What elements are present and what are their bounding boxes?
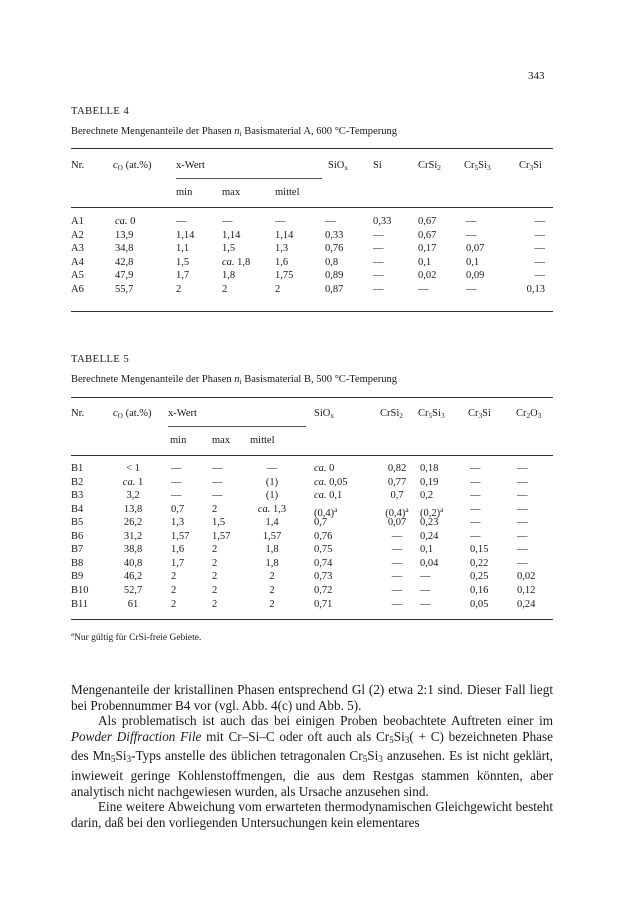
table5-caption: TABELLE 5 (71, 354, 130, 365)
table5-header-max: max (212, 435, 231, 446)
table4-header-cr3si: $Cr_3Si$ (519, 160, 542, 172)
table5-cell-co: 52,7 (123, 584, 143, 596)
table5-cell-sio: ca. 0 (314, 463, 335, 474)
table4-cell-si: — (373, 243, 384, 255)
table5-cell-cr2o3: — (517, 544, 528, 556)
table5-cell-crsi2: — (391, 544, 403, 556)
table5-cell-cr2o3: 0,02 (517, 571, 536, 583)
table4-cell-cr5si3: 0,09 (466, 270, 485, 282)
table4-header-co: $c_O$ (at.%) (113, 160, 152, 172)
table5-cell-cr5si3: 0,19 (420, 476, 439, 488)
table5-cell-cr3si: — (470, 517, 481, 529)
table4-cell-min: — (176, 216, 187, 227)
table5-cell-cr5si3: 0,04 (420, 557, 439, 569)
table4-header-si: Si (373, 160, 382, 171)
table5-cell-cr3si: — (470, 490, 481, 502)
table4-header-cr5si3: $Cr_5Si_3$ (464, 160, 491, 172)
table5-cell-sio: ca. 0,05 (314, 476, 348, 488)
table4-caption: TABELLE 4 (71, 106, 130, 117)
table5-cell-cr2o3: — (517, 557, 528, 569)
table5-cell-min: 2 (171, 571, 177, 583)
table4-cell-nr: A1 (71, 216, 84, 227)
table5-cell-max: 2 (212, 557, 218, 569)
table5-cell-min: 1,57 (171, 530, 190, 542)
table4-cell-co: ca. 0 (115, 216, 136, 227)
table5-cell-nr: B10 (71, 584, 89, 596)
table5-cell-sio: 0,73 (314, 571, 333, 583)
table4-header-crsi2: CrSi$_2$ (418, 160, 441, 172)
table4-cell-crsi2: 0,67 (418, 216, 437, 227)
table5-cell-max: — (212, 490, 223, 502)
table5-cell-nr: B1 (71, 463, 84, 474)
table5-cell-min: 1,3 (171, 517, 185, 529)
table5-header-rule (71, 455, 553, 456)
table4-cell-cr5si3: 0,1 (466, 256, 480, 268)
table4-description: Berechnete Mengenanteile der Phasen $n_i$ Basismaterial A, 600 °C-Temperung (71, 126, 397, 138)
table5-cell-cr5si3: 0,18 (420, 463, 439, 474)
table5-cell-min: — (171, 490, 182, 502)
table4-header-mittel: mittel (275, 187, 300, 198)
table4-cell-cr3si: — (534, 229, 545, 241)
table4-cell-co: 55,7 (115, 284, 134, 295)
table5-cell-crsi2: 0,82 (387, 463, 407, 474)
table5-cell-cr2o3: — (517, 490, 528, 502)
table5-cell-nr: B8 (71, 557, 84, 569)
table5-cell-cr5si3: 0,1 (420, 544, 434, 556)
table5-cell-cr3si: 0,05 (470, 598, 489, 610)
table4-cell-sio: — (325, 216, 336, 227)
table5-cell-co: 38,8 (123, 544, 143, 556)
table4-cell-crsi2: 0,17 (418, 243, 437, 255)
table5-cell-cr2o3: — (517, 517, 528, 529)
table5-cell-crsi2: 0,77 (387, 476, 407, 488)
table5-cell-cr2o3: — (517, 463, 528, 474)
table5-cell-mittel: 1,8 (265, 544, 279, 556)
table4-cell-mittel: 1,6 (275, 256, 289, 268)
table5-header-co: $c_O$ (at.%) (113, 408, 152, 420)
table5-header-siox: SiO$_x$ (314, 408, 335, 420)
table4-cell-max: 1,8 (222, 270, 236, 282)
table5-cell-max: — (212, 463, 223, 474)
table5-cell-crsi2: — (391, 530, 403, 542)
table4-cell-si: — (373, 270, 384, 282)
table5-cell-nr: B2 (71, 476, 84, 488)
table5-cell-crsi2: — (391, 598, 403, 610)
table5-cell-cr2o3: — (517, 530, 528, 542)
table5-cell-min: 2 (171, 584, 177, 596)
table5-cell-mittel: 2 (269, 571, 275, 583)
table4-cell-max: ca. 1,8 (222, 256, 251, 268)
table4-cell-si: — (373, 284, 384, 295)
table5-cell-cr3si: 0,25 (470, 571, 489, 583)
paragraph-1: Mengenanteile der kristallinen Phasen entsprechend Gl (2) etwa 2:1 sind. Dieser Fall liegt bei Probennummer B4 vor (vgl. Abb. 4(c) und Abb. 5). (71, 682, 553, 713)
table5-cell-co: 13,8 (123, 503, 143, 515)
table5-cell-cr3si: — (470, 476, 481, 488)
table4-cell-crsi2: 0,1 (418, 256, 432, 268)
table4-header-siox: SiO$_x$ (328, 160, 349, 172)
table4-cell-sio: 0,87 (325, 284, 344, 295)
table5-cell-sio: 0,71 (314, 598, 333, 610)
table4-cell-sio: 0,33 (325, 229, 344, 241)
table4-cell-nr: A6 (71, 284, 84, 295)
table5-cell-cr2o3: — (517, 503, 528, 515)
table4-header-min: min (176, 187, 193, 198)
table5-bottom-rule (71, 619, 553, 620)
table5-cell-max: 1,57 (212, 530, 231, 542)
table5-cell-crsi2: $(0,4)^a$ (385, 504, 409, 519)
table5-cell-nr: B5 (71, 517, 84, 529)
table5-cell-sio: 0,76 (314, 530, 333, 542)
table5-cell-cr5si3: — (420, 571, 431, 583)
table5-cell-cr3si: — (470, 530, 481, 542)
table5-cell-min: — (171, 463, 182, 474)
table5-cell-mittel: (1) (265, 490, 279, 502)
table5-cell-mittel: ca. 1,3 (257, 503, 287, 515)
table5-header-cr2o3: $Cr_2O_3$ (516, 408, 542, 420)
table5-cell-co: < 1 (126, 463, 140, 474)
table4-cell-min: 1,7 (176, 270, 190, 282)
table5-cell-sio: 0,72 (314, 584, 333, 596)
table5-cell-co: 61 (127, 598, 139, 610)
table4-cell-mittel: — (275, 216, 286, 227)
table5-top-rule (71, 397, 553, 398)
table4-cell-crsi2: 0,02 (418, 270, 437, 282)
page-number: 343 (528, 70, 545, 82)
table4-cell-co: 34,8 (115, 243, 134, 255)
table5-cell-sio: 0,74 (314, 557, 333, 569)
table5-header-cr5si3: $Cr_5Si_3$ (418, 408, 445, 420)
table5-cell-nr: B11 (71, 598, 89, 610)
table5-cell-nr: B4 (71, 503, 84, 515)
table4-header-rule (71, 207, 553, 208)
table4-cell-nr: A4 (71, 256, 84, 268)
table5-cell-mittel: 1,4 (265, 517, 279, 529)
table4-cell-cr3si: 0,13 (526, 284, 545, 295)
table5-cell-min: 1,7 (171, 557, 185, 569)
table4-cell-si: — (373, 256, 384, 268)
table4-header-max: max (222, 187, 241, 198)
table4-cell-sio: 0,89 (325, 270, 344, 282)
table4-cell-max: 2 (222, 284, 228, 295)
table5-cell-crsi2: — (391, 584, 403, 596)
table4-cell-co: 13,9 (115, 229, 134, 241)
table5-cell-min: — (171, 476, 182, 488)
table5-cell-sio: 0,75 (314, 544, 333, 556)
table4-cell-min: 2 (176, 284, 182, 295)
table5-cell-co: 3,2 (126, 490, 140, 502)
table5-cell-nr: B7 (71, 544, 84, 556)
table5-cell-cr5si3: 0,23 (420, 517, 439, 529)
table5-cell-mittel: 1,57 (262, 530, 282, 542)
body-text (71, 682, 553, 830)
table4-cell-crsi2: — (418, 284, 429, 295)
table4-xwert-rule (176, 178, 322, 179)
table4-header-xwert: x-Wert (176, 160, 205, 171)
table5-cell-sio: ca. 0,1 (314, 490, 343, 502)
table4-cell-cr3si: — (534, 216, 545, 227)
table4-cell-nr: A2 (71, 229, 84, 241)
table5-header-mittel: mittel (250, 435, 275, 446)
table4-cell-si: 0,33 (373, 216, 392, 227)
table5-cell-nr: B6 (71, 530, 84, 542)
table4-cell-min: 1,5 (176, 256, 190, 268)
table4-bottom-rule (71, 311, 553, 312)
table5-footnote: $^a$Nur gültig für CrSi-freie Gebiete. (71, 631, 202, 643)
table5-cell-nr: B3 (71, 490, 84, 502)
table5-header-nr: Nr. (71, 408, 85, 419)
table5-cell-max: — (212, 476, 223, 488)
table5-header-cr3si: $Cr_3Si$ (468, 408, 491, 420)
table5-xwert-rule (168, 426, 306, 427)
paragraph-2: Als problematisch ist auch das bei einigen Proben beobachtete Auftreten einer im Powder Diffraction File mit Cr–Si–C oder oft auch als $Cr_5Si_3( + C)$ bezeichneten Phase des $Mn_5Si_3$-Typs anstelle des üblichen tetragonalen $Cr_5Si_3$ anzusehen. Es ist nicht geklärt, inwieweit geringe Kohlenstoffmengen, die aus dem Restgas stammen könnten, aber analytisch nicht nachgewiesen wurden, als Ursache anzusehen sind. (71, 713, 554, 799)
table5-header-min: min (170, 435, 187, 446)
table5-cell-cr3si: — (470, 463, 481, 474)
table5-cell-sio: 0,7 (314, 517, 328, 529)
table4-cell-cr3si: — (534, 270, 545, 282)
table5-cell-mittel: — (266, 463, 278, 474)
paragraph-3: Eine weitere Abweichung vom erwarteten thermodynamischen Gleichgewicht besteht darin, daß bei den vorliegenden Untersuchungen kein elementares (71, 799, 553, 830)
table5-cell-mittel: 1,8 (265, 557, 279, 569)
table5-cell-cr5si3: 0,24 (420, 530, 439, 542)
table4-cell-mittel: 1,3 (275, 243, 289, 255)
table5-cell-cr2o3: 0,12 (517, 584, 536, 596)
table5-cell-crsi2: 0,07 (387, 517, 407, 529)
table5-cell-cr3si: 0,16 (470, 584, 489, 596)
table4-cell-cr5si3: 0,07 (466, 243, 485, 255)
table5-description: Berechnete Mengenanteile der Phasen $n_i$ Basismaterial B, 500 °C-Temperung (71, 374, 397, 386)
table5-cell-cr3si: — (470, 503, 481, 515)
table5-cell-cr2o3: 0,24 (517, 598, 536, 610)
table4-cell-crsi2: 0,67 (418, 229, 437, 241)
table5-cell-max: 2 (212, 571, 218, 583)
table5-cell-crsi2: 0,7 (390, 490, 404, 502)
table5-cell-mittel: 2 (269, 584, 275, 596)
table5-cell-sio: $(0,4)^a$ (314, 504, 338, 519)
table4-cell-min: 1,14 (176, 229, 195, 241)
table4-cell-cr5si3: — (466, 216, 477, 227)
table5-cell-max: 2 (212, 584, 218, 596)
table4-top-rule (71, 148, 553, 149)
table4-cell-cr5si3: — (466, 229, 477, 241)
table5-cell-max: 2 (212, 503, 218, 515)
table4-cell-cr3si: — (534, 256, 545, 268)
table4-header-nr: Nr. (71, 160, 85, 171)
table5-cell-max: 1,5 (212, 517, 226, 529)
table5-cell-cr3si: 0,22 (470, 557, 489, 569)
table5-cell-crsi2: — (391, 557, 403, 569)
table4-cell-max: — (222, 216, 233, 227)
table4-cell-nr: A3 (71, 243, 84, 255)
table4-cell-si: — (373, 229, 384, 241)
table4-cell-cr3si: — (534, 243, 545, 255)
table5-cell-max: 2 (212, 544, 218, 556)
table5-cell-co: 26,2 (123, 517, 143, 529)
table5-cell-cr5si3: $(0,2)^a$ (420, 504, 444, 519)
table5-cell-co: 31,2 (123, 530, 143, 542)
table4-cell-sio: 0,8 (325, 256, 339, 268)
table5-cell-co: 40,8 (123, 557, 143, 569)
table5-cell-crsi2: — (391, 571, 403, 583)
table5-cell-cr5si3: — (420, 598, 431, 610)
table5-cell-min: 0,7 (171, 503, 185, 515)
table5-cell-cr3si: 0,15 (470, 544, 489, 556)
table5-cell-cr5si3: — (420, 584, 431, 596)
table5-cell-mittel: 2 (269, 598, 275, 610)
table4-cell-max: 1,14 (222, 229, 241, 241)
table4-cell-min: 1,1 (176, 243, 190, 255)
table5-cell-co: 46,2 (123, 571, 143, 583)
table5-cell-nr: B9 (71, 571, 84, 583)
table5-cell-mittel: (1) (265, 476, 279, 488)
table4-cell-mittel: 1,14 (275, 229, 294, 241)
table4-cell-mittel: 1,75 (275, 270, 294, 282)
table5-header-crsi2: CrSi$_2$ (380, 408, 403, 420)
table5-cell-max: 2 (212, 598, 218, 610)
table5-cell-cr5si3: 0,2 (420, 490, 434, 502)
table4-cell-mittel: 2 (275, 284, 281, 295)
table4-cell-sio: 0,76 (325, 243, 344, 255)
table4-cell-co: 42,8 (115, 256, 134, 268)
table5-cell-cr2o3: — (517, 476, 528, 488)
table5-cell-co: ca. 1 (122, 476, 144, 488)
table4-cell-max: 1,5 (222, 243, 236, 255)
table4-cell-co: 47,9 (115, 270, 134, 282)
table4-cell-nr: A5 (71, 270, 84, 282)
table5-cell-min: 2 (171, 598, 177, 610)
table4-cell-cr5si3: — (466, 284, 477, 295)
table5-cell-min: 1,6 (171, 544, 185, 556)
table5-header-xwert: x-Wert (168, 408, 197, 419)
